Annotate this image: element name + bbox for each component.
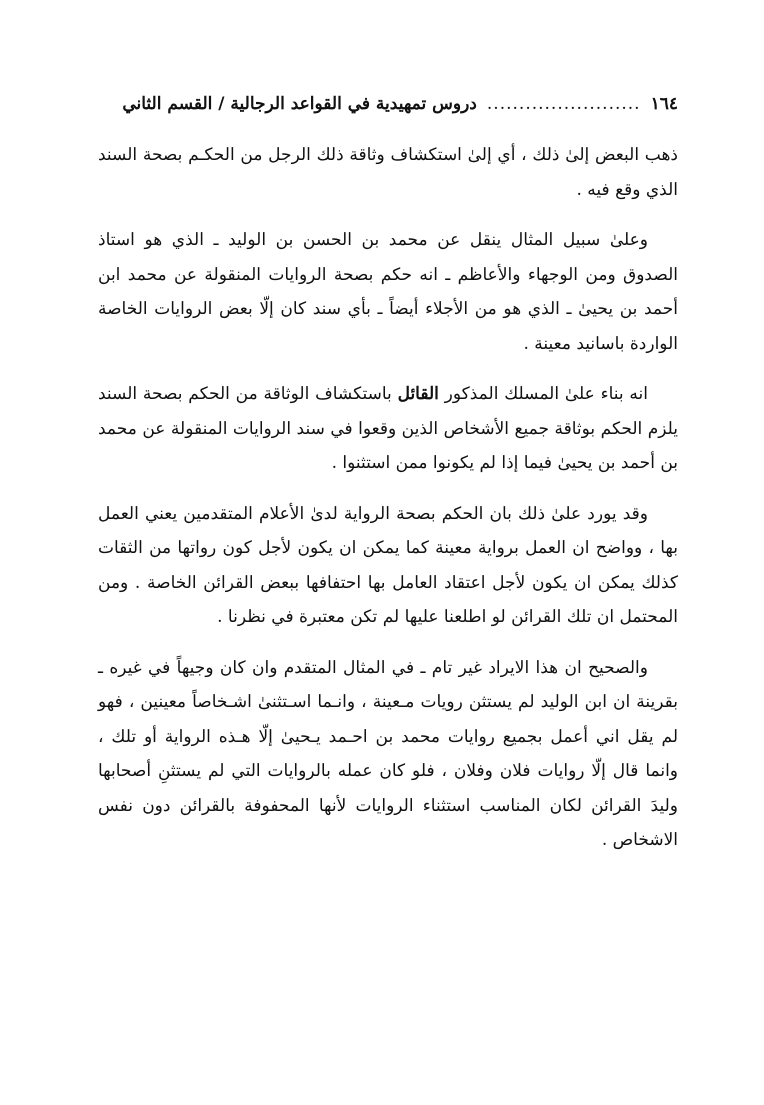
running-header — [98, 84, 678, 124]
paragraph-5: والصحيح ان هذا الايراد غير تام ـ في المثال المتقدم وان كان وجيهاً في غيره ـ بقرينة ان ابن الوليد لم يستثن رويات مـعينة ، وانـما اسـتثنىٰ اشـخاصاً معينين ، فهو لم يقل اني أعمل بجميع روايات محمد بن احـمد يـحيىٰ إلّا هـذه الرواية أو تلك ، وانما قال إلّا روايات فلان وفلان ، فلو كان عمله بالروايات التي لم يستثنِ أصحابها وليدَ القرائن لكان المناسب استثناء الروايات لأنها المحفوفة بالقرائن دون نفس الاشخاص . — [98, 657, 678, 850]
paragraph-3-end: باستكشاف الوثاقة من الحكم بصحة السند يلزم الحكم بوثاقة جميع الأشخاص الذين وقعوا في سند الروايات المنقولة عن محمد بن أحمد بن يحيىٰ فيما إذا لم يكونوا ممن استثنوا . — [98, 384, 678, 473]
dot-leader: ........................ — [486, 94, 641, 114]
book-page — [98, 84, 678, 858]
paragraph-3-start: انه بناء علىٰ المسلك المذكور — [438, 384, 648, 404]
paragraph-1: ذهب البعض إلىٰ ذلك ، أي إلىٰ استكشاف وثاقة ذلك الرجل من الحكـم بصحة السند الذي وقع فيه . — [98, 145, 678, 200]
paragraph-3 — [98, 377, 678, 481]
page-number: ١٦٤ — [650, 94, 678, 114]
paragraph-4: وقد يورد علىٰ ذلك بان الحكم بصحة الرواية لدىٰ الأعلام المتقدمين يعني العمل بها ، وواضح ان العمل برواية معينة كما يمكن ان يكون لأجل كون رواتها من الثقات كذلك يمكن ان يكون لأجل اعتقاد العامل بها احتفافها ببعض القرائن الخاصة . ومن المحتمل ان تلك القرائن لو اطلعنا عليها لم تكن معتبرة في نظرنا . — [98, 503, 678, 627]
emphasized-word: القائل — [397, 384, 439, 404]
running-header-title: دروس تمهيدية في القواعد الرجالية / القسم الثاني — [122, 94, 477, 114]
paragraph-2: وعلىٰ سبيل المثال ينقل عن محمد بن الحسن بن الوليد ـ الذي هو استاذ الصدوق ومن الوجهاء والأعاظم ـ انه حكم بصحة الروايات المنقولة عن محمد ابن أحمد بن يحيىٰ ـ الذي هو من الأجلاء أيضاً ـ بأي سند كان إلّا بعض الروايات الخاصة الواردة باسانيد معينة . — [98, 230, 678, 354]
